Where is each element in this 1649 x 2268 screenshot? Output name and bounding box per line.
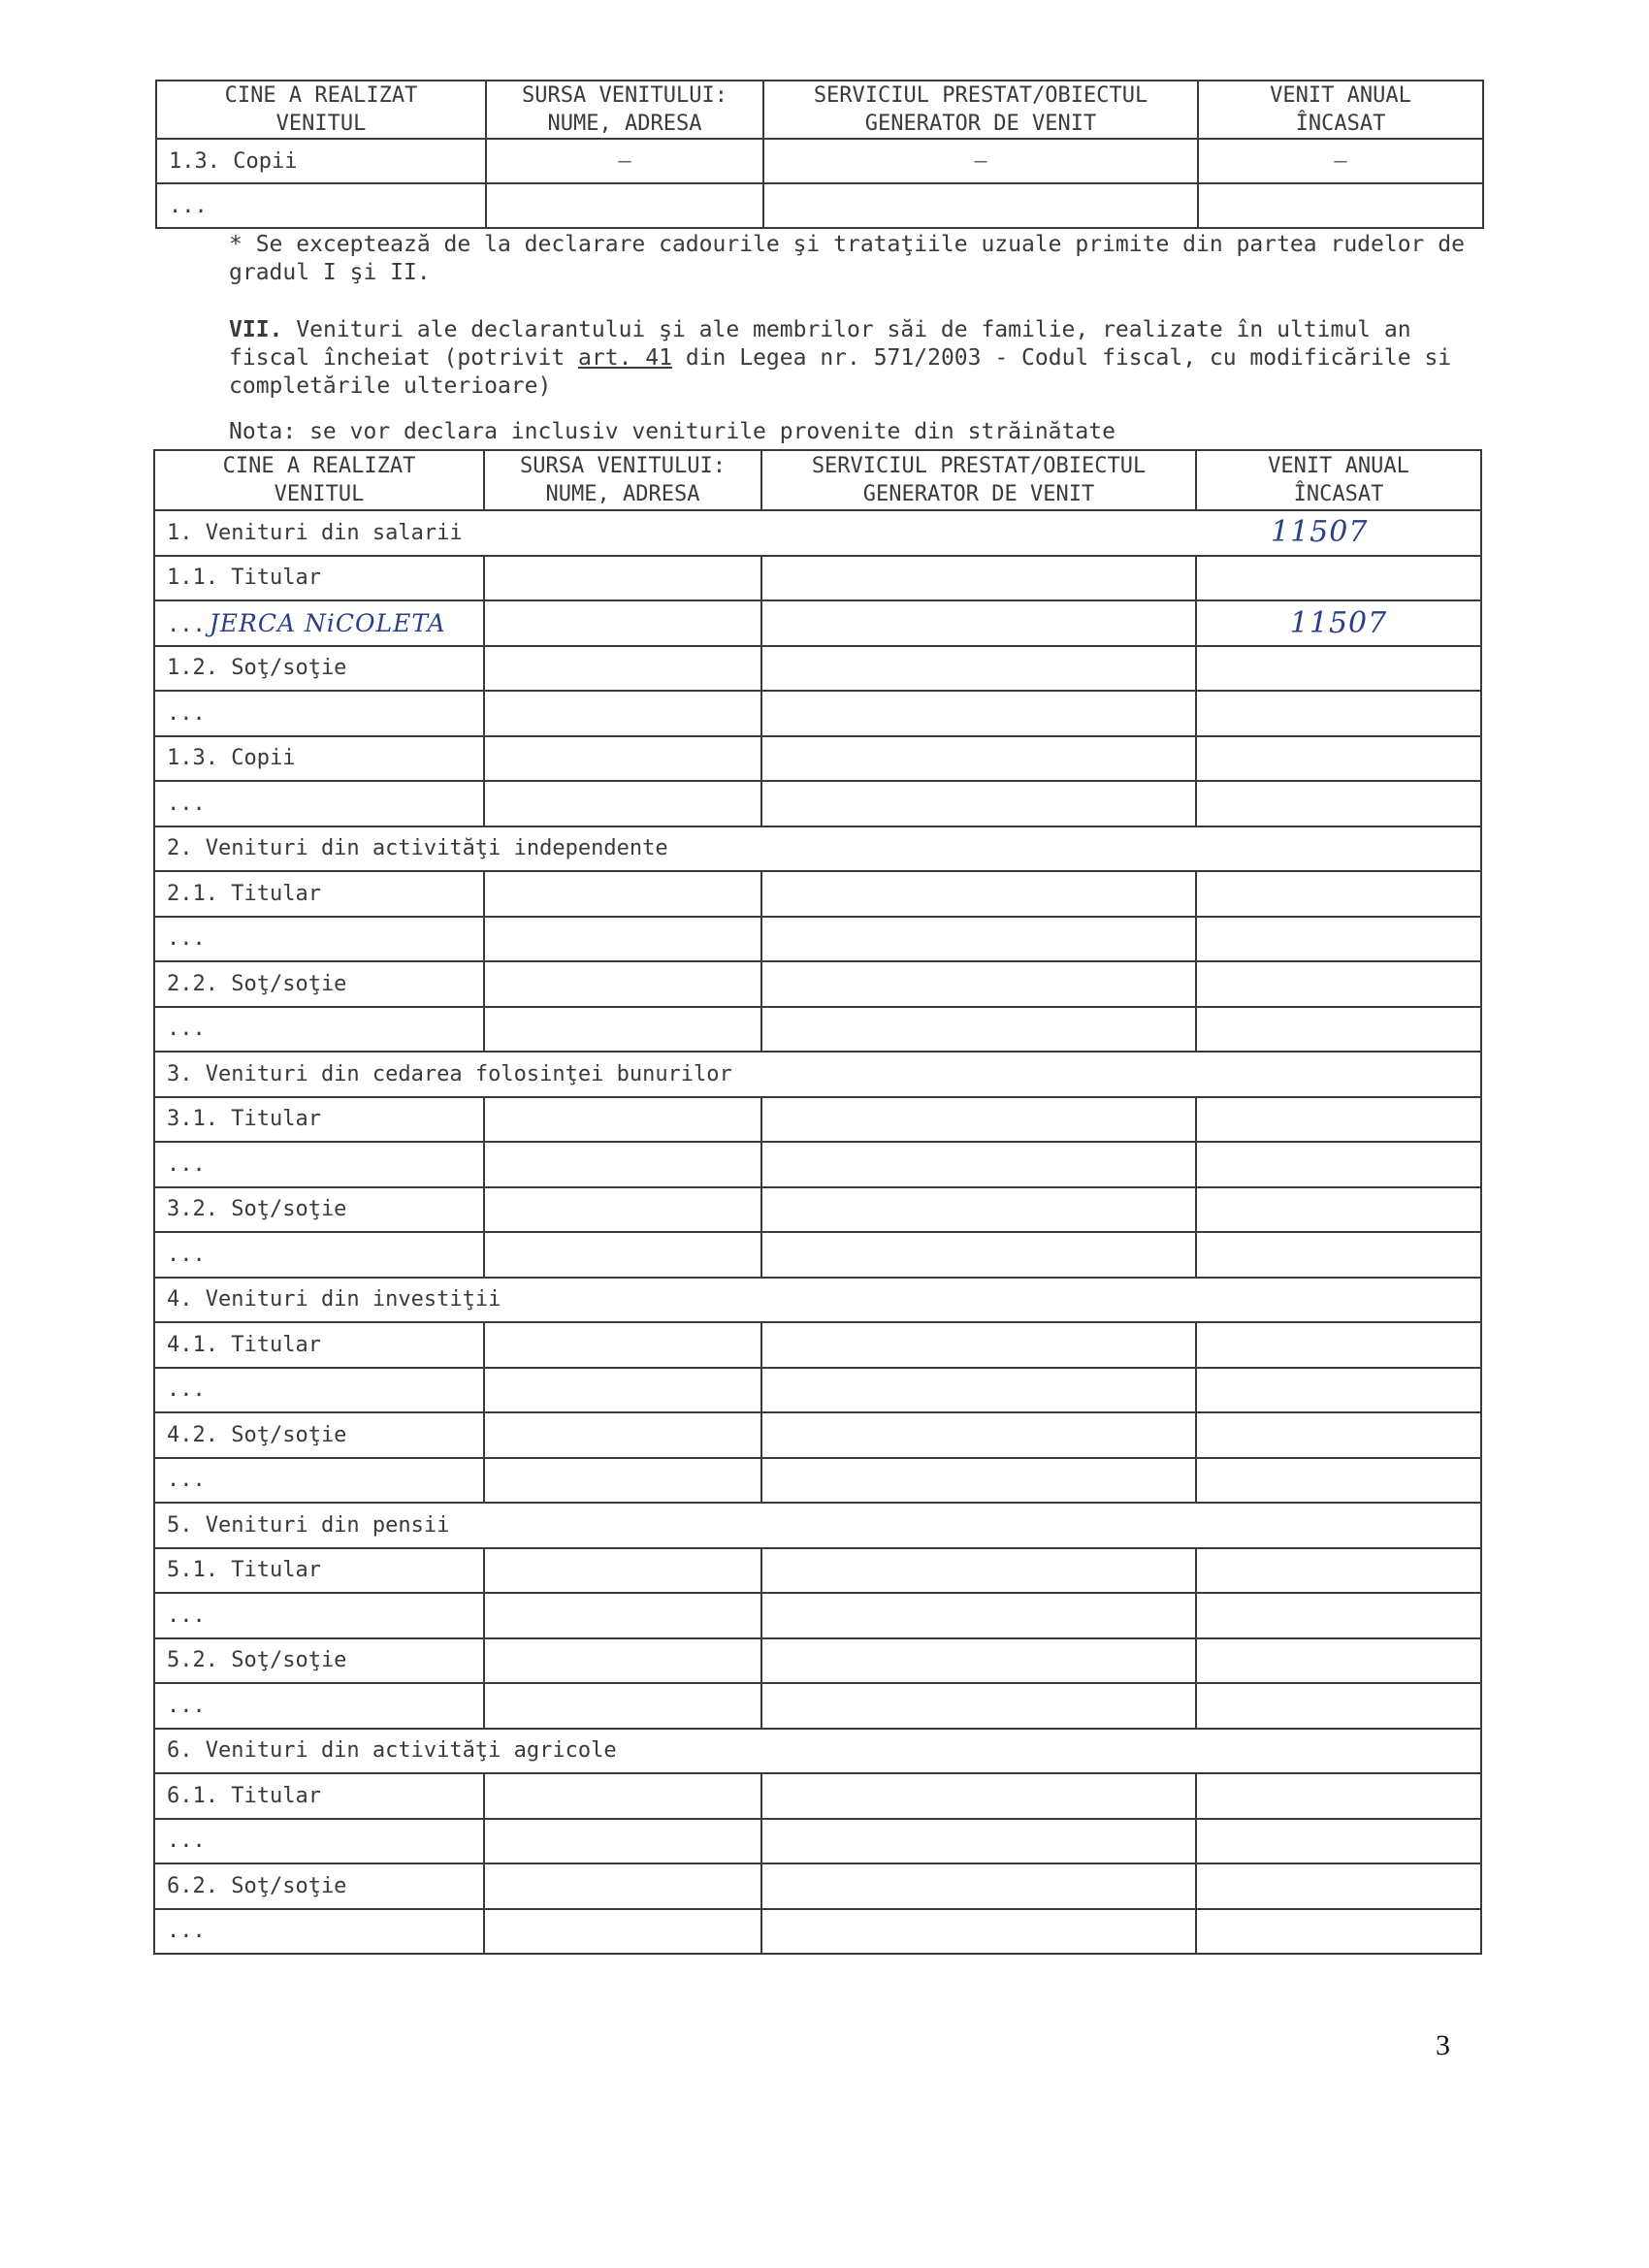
section-row	[154, 1503, 1481, 1548]
source-cell	[484, 691, 761, 736]
amount-cell	[1196, 556, 1481, 601]
source-cell	[484, 871, 761, 917]
row-label	[154, 1232, 484, 1278]
source-cell	[484, 917, 761, 962]
amount-cell	[1196, 691, 1481, 736]
amount-cell	[1196, 1097, 1481, 1143]
amount-cell	[1196, 1819, 1481, 1864]
section-vii-paragraph	[169, 316, 1498, 401]
service-cell	[761, 1773, 1196, 1819]
service-cell	[761, 736, 1196, 782]
table-row	[154, 781, 1481, 826]
table-row	[154, 1458, 1481, 1504]
row-label: ...	[156, 183, 486, 228]
table-row	[154, 1368, 1481, 1413]
table-row	[154, 1322, 1481, 1368]
service-cell	[761, 1909, 1196, 1955]
section-title: 5. Venituri din pensii	[167, 1512, 450, 1538]
main-income-table	[153, 449, 1482, 1955]
table-row	[154, 1142, 1481, 1187]
row-label: 1.3. Copii	[156, 139, 486, 183]
source-cell	[484, 1368, 761, 1413]
source-cell	[484, 1412, 761, 1458]
handwritten-name: JERCA NiCOLETA	[209, 608, 446, 637]
table-row	[156, 183, 1483, 228]
row-label-text: ...	[167, 1603, 206, 1628]
table-row	[154, 646, 1481, 692]
source-cell	[484, 556, 761, 601]
law-article-link: art. 41	[578, 345, 672, 371]
note-text: Nota: se vor declara inclusiv veniturile provenite din străinătate	[229, 419, 1116, 444]
amount-cell: —	[1198, 139, 1483, 183]
source-cell	[484, 1548, 761, 1594]
source-cell	[484, 1863, 761, 1909]
amount-cell	[1196, 1638, 1481, 1684]
source-cell	[484, 1232, 761, 1278]
row-label-text: ...	[167, 1468, 206, 1493]
section-title: 2. Venituri din activităţi independente	[167, 836, 668, 861]
handwritten-total-amount: 11507	[1271, 515, 1369, 549]
row-label	[154, 1322, 484, 1368]
service-cell	[761, 1142, 1196, 1187]
source-cell	[484, 1187, 761, 1233]
amount-cell	[1198, 183, 1483, 228]
amount-cell	[1196, 961, 1481, 1007]
amount-cell	[1196, 871, 1481, 917]
amount-cell	[1196, 1909, 1481, 1955]
service-cell	[761, 1097, 1196, 1143]
service-cell	[761, 917, 1196, 962]
row-label-text: 1.1. Titular	[167, 566, 321, 591]
amount-cell	[1196, 1593, 1481, 1638]
source-cell	[484, 1638, 761, 1684]
row-label-text: 4.1. Titular	[167, 1332, 321, 1357]
section-vii-number: VII.	[229, 317, 283, 342]
table-row	[154, 1097, 1481, 1143]
top-table-header-row	[156, 81, 1483, 139]
row-label	[154, 1773, 484, 1819]
row-label-text: ...	[167, 1829, 206, 1854]
header-sursa-venitului: SURSA VENITULUI: NUME, ADRESA	[484, 450, 761, 510]
amount-cell	[1196, 646, 1481, 692]
row-label-text: ...	[167, 926, 206, 952]
row-label	[154, 1097, 484, 1143]
header-venit-anual: VENIT ANUAL ÎNCASAT	[1196, 450, 1481, 510]
table-row	[154, 1548, 1481, 1594]
service-cell	[761, 871, 1196, 917]
section-row	[154, 510, 1481, 556]
section-title: 3. Venituri din cedarea folosinţei bunurilor	[167, 1061, 732, 1086]
row-label-text: 2.2. Soţ/soţie	[167, 971, 347, 996]
source-cell	[484, 961, 761, 1007]
service-cell	[761, 1368, 1196, 1413]
amount-cell	[1196, 1142, 1481, 1187]
service-cell	[761, 1683, 1196, 1729]
row-label	[154, 1412, 484, 1458]
source-cell	[484, 1819, 761, 1864]
header-cine-realizat: CINE A REALIZAT VENITUL	[156, 81, 486, 139]
amount-cell	[1196, 1368, 1481, 1413]
source-cell	[484, 1683, 761, 1729]
source-cell	[484, 1593, 761, 1638]
table-row	[154, 871, 1481, 917]
row-label	[154, 1638, 484, 1684]
row-label-text: 3.2. Soţ/soţie	[167, 1197, 347, 1222]
header-sursa-venitului: SURSA VENITULUI: NUME, ADRESA	[486, 81, 763, 139]
table-row	[154, 1683, 1481, 1729]
table-row	[154, 961, 1481, 1007]
table-row	[154, 600, 1481, 646]
source-cell	[484, 1773, 761, 1819]
service-cell	[761, 1863, 1196, 1909]
table-row	[156, 139, 1483, 183]
header-venit-anual: VENIT ANUAL ÎNCASAT	[1198, 81, 1483, 139]
service-cell	[761, 1412, 1196, 1458]
table-row	[154, 1773, 1481, 1819]
source-cell	[484, 1097, 761, 1143]
service-cell	[761, 1548, 1196, 1594]
section-vii-text	[169, 316, 1498, 401]
row-label	[154, 1593, 484, 1638]
service-cell	[761, 781, 1196, 826]
source-cell	[486, 183, 763, 228]
row-label-text: 5.1. Titular	[167, 1558, 321, 1583]
row-label	[154, 556, 484, 601]
source-cell	[484, 781, 761, 826]
section-vii-note	[169, 418, 1498, 446]
row-label-text: 1.3. Copii	[167, 746, 296, 771]
section-label	[154, 1503, 1481, 1548]
section-row	[154, 826, 1481, 872]
source-cell	[484, 736, 761, 782]
row-label-text: 6.2. Soţ/soţie	[167, 1873, 347, 1898]
section-vii-text-a: Venituri ale declarantului şi ale membrilor săi de familie, realizate în ultimul an fiscal încheiat (potrivit	[229, 317, 1411, 371]
table-row	[154, 1593, 1481, 1638]
service-cell	[761, 1638, 1196, 1684]
section-title: 6. Venituri din activităţi agricole	[167, 1738, 617, 1764]
row-label	[154, 600, 484, 646]
header-serviciul-prestat: SERVICIUL PRESTAT/OBIECTUL GENERATOR DE VENIT	[761, 450, 1196, 510]
amount-cell	[1196, 1007, 1481, 1053]
service-cell	[761, 1458, 1196, 1504]
amount-cell	[1196, 917, 1481, 962]
section-label	[154, 510, 1481, 556]
table-row	[154, 736, 1481, 782]
page-number: 3	[1436, 2029, 1450, 2061]
source-cell	[484, 1458, 761, 1504]
section-row	[154, 1729, 1481, 1774]
table-row	[154, 917, 1481, 962]
service-cell	[761, 1007, 1196, 1053]
row-label-text: ...	[167, 1919, 206, 1944]
service-cell	[761, 600, 1196, 646]
amount-cell	[1196, 736, 1481, 782]
row-label	[154, 917, 484, 962]
header-serviciul-prestat: SERVICIUL PRESTAT/OBIECTUL GENERATOR DE VENIT	[763, 81, 1198, 139]
table-row	[154, 1187, 1481, 1233]
table-row	[154, 1909, 1481, 1955]
section-label	[154, 1278, 1481, 1323]
table-row	[154, 556, 1481, 601]
service-cell	[761, 1593, 1196, 1638]
table-row	[154, 691, 1481, 736]
service-cell	[761, 691, 1196, 736]
service-cell	[761, 961, 1196, 1007]
row-label	[154, 1819, 484, 1864]
service-cell	[761, 1187, 1196, 1233]
row-label-text: ...	[167, 1151, 206, 1177]
row-label	[154, 1368, 484, 1413]
section-label	[154, 1052, 1481, 1097]
section-row	[154, 1052, 1481, 1097]
table-row	[154, 1232, 1481, 1278]
row-label-text: ...	[167, 700, 206, 726]
service-cell	[763, 183, 1198, 228]
section-label	[154, 1729, 1481, 1774]
source-cell	[484, 1322, 761, 1368]
table-row	[154, 1638, 1481, 1684]
row-label	[154, 1187, 484, 1233]
footnote	[169, 231, 1498, 287]
row-label	[154, 1548, 484, 1594]
table-row	[154, 1819, 1481, 1864]
row-label	[154, 1458, 484, 1504]
row-label-text: ...	[167, 1017, 206, 1042]
amount-cell	[1196, 1773, 1481, 1819]
service-cell	[761, 1232, 1196, 1278]
row-label	[154, 646, 484, 692]
amount-cell	[1196, 1863, 1481, 1909]
row-label	[154, 691, 484, 736]
row-label-text: 6.1. Titular	[167, 1783, 321, 1808]
row-label-text: 2.1. Titular	[167, 881, 321, 906]
footnote-text: * Se exceptează de la declarare cadourile şi trataţiile uzuale primite din partea rudelor de gradul I şi II.	[229, 232, 1465, 285]
amount-cell	[1196, 1458, 1481, 1504]
row-label	[154, 1683, 484, 1729]
source-cell	[484, 1909, 761, 1955]
source-cell: —	[486, 139, 763, 183]
source-cell	[484, 600, 761, 646]
service-cell: —	[763, 139, 1198, 183]
row-label-text: ...	[167, 1693, 206, 1718]
row-label-text: ...	[167, 791, 206, 816]
table-row	[154, 1863, 1481, 1909]
top-income-table	[155, 80, 1484, 229]
table-row	[154, 1007, 1481, 1053]
row-label	[154, 1909, 484, 1955]
section-title: 4. Venituri din investiţii	[167, 1287, 501, 1312]
row-label	[154, 781, 484, 826]
source-cell	[484, 1007, 761, 1053]
row-label	[154, 1007, 484, 1053]
amount-cell	[1196, 1322, 1481, 1368]
amount-cell	[1196, 781, 1481, 826]
row-label-text: 3.1. Titular	[167, 1107, 321, 1132]
row-label	[154, 961, 484, 1007]
service-cell	[761, 556, 1196, 601]
source-cell	[484, 646, 761, 692]
amount-cell	[1196, 1412, 1481, 1458]
amount-cell	[1196, 1232, 1481, 1278]
section-vii-text-b: din Legea nr. 571/2003 - Codul fiscal, cu modificările si completările ulterioare)	[229, 345, 1452, 399]
section-label	[154, 826, 1481, 872]
section-title: 1. Venituri din salarii	[167, 520, 463, 545]
service-cell	[761, 1819, 1196, 1864]
amount-cell: 11507	[1196, 600, 1481, 646]
row-label-text: ...	[167, 1242, 206, 1267]
row-label-text: ...	[167, 612, 206, 637]
table-row	[154, 1412, 1481, 1458]
row-label	[154, 736, 484, 782]
row-label-text: 1.2. Soţ/soţie	[167, 656, 347, 681]
service-cell	[761, 1322, 1196, 1368]
row-label	[154, 1863, 484, 1909]
source-cell	[484, 1142, 761, 1187]
amount-cell	[1196, 1683, 1481, 1729]
header-cine-realizat: CINE A REALIZAT VENITUL	[154, 450, 484, 510]
service-cell	[761, 646, 1196, 692]
row-label	[154, 1142, 484, 1187]
row-label-text: 5.2. Soţ/soţie	[167, 1648, 347, 1673]
row-label-text: ...	[167, 1377, 206, 1403]
row-label-text: 4.2. Soţ/soţie	[167, 1422, 347, 1447]
main-table-body	[154, 510, 1481, 1954]
section-row	[154, 1278, 1481, 1323]
amount-cell	[1196, 1187, 1481, 1233]
amount-cell	[1196, 1548, 1481, 1594]
row-label	[154, 871, 484, 917]
main-table-header-row	[154, 450, 1481, 510]
